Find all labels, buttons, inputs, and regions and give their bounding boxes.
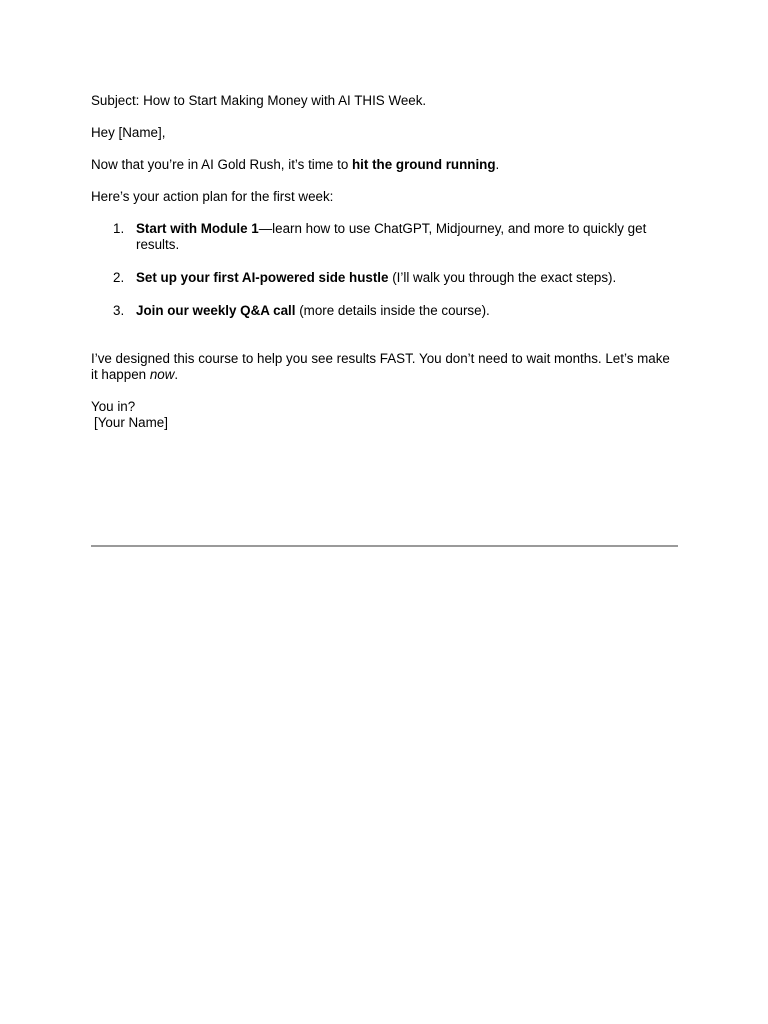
list-item-number: 2. xyxy=(113,270,125,285)
signature: [Your Name] xyxy=(94,415,168,430)
closing-paragraph xyxy=(91,351,678,383)
signoff: You in? xyxy=(91,399,136,414)
list-item-number: 1. xyxy=(113,221,125,236)
list-item-number: 3. xyxy=(113,303,125,318)
closing-end: . xyxy=(174,367,179,382)
list-item-title: Join our weekly Q&A call xyxy=(136,303,296,318)
signoff-block xyxy=(91,399,678,431)
list-item-text: —learn how to use ChatGPT, Midjourney, and more to quickly get results. xyxy=(136,221,647,252)
plan-intro: Here’s your action plan for the first week: xyxy=(91,189,334,204)
list-item xyxy=(91,221,678,253)
list-item xyxy=(91,303,678,319)
list-item-text: (more details inside the course). xyxy=(295,303,490,318)
list-item-title: Start with Module 1 xyxy=(136,221,259,236)
email-greeting: Hey [Name], xyxy=(91,125,166,140)
list-item xyxy=(91,270,678,286)
intro-paragraph xyxy=(91,157,678,173)
intro-emphasis: hit the ground running xyxy=(352,157,496,172)
intro-end: . xyxy=(495,157,500,172)
email-body xyxy=(91,93,678,431)
email-subject: Subject: How to Start Making Money with AI THIS Week. xyxy=(91,93,427,108)
closing-text: I’ve designed this course to help you see results FAST. You don’t need to wait months. Let’s make it happen xyxy=(91,351,670,382)
closing-emphasis: now xyxy=(149,367,175,382)
action-plan-list xyxy=(91,221,678,319)
intro-text: Now that you’re in AI Gold Rush, it’s time to xyxy=(91,157,352,172)
horizontal-rule xyxy=(91,545,678,547)
list-item-title: Set up your first AI-powered side hustle xyxy=(136,270,389,285)
list-item-text: (I’ll walk you through the exact steps). xyxy=(388,270,617,285)
